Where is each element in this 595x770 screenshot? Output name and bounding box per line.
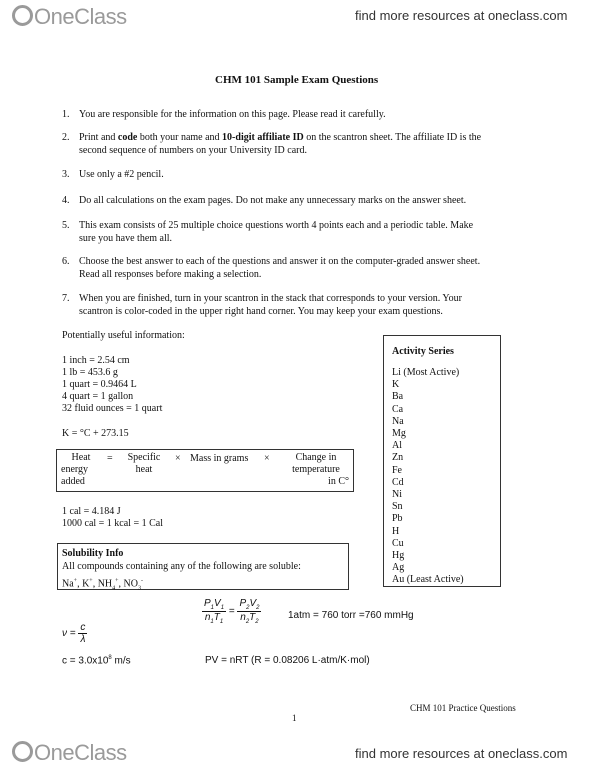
instruction-text-line2: second sequence of numbers on your University ID card. [79, 145, 307, 156]
activity-item: Cu [392, 537, 404, 549]
logo-text: OneClass [34, 740, 127, 765]
equals-sign: = [107, 453, 113, 464]
frequency-equation [62, 622, 87, 645]
conversion-line: 4 quart = 1 gallon [62, 391, 134, 402]
instruction-text-line2: Read all responses before making a selection. [79, 269, 262, 280]
delta-t-label: temperature [292, 464, 340, 475]
times-sign: × [175, 453, 181, 464]
activity-item: Ca [392, 403, 404, 415]
instruction-2 [62, 131, 582, 159]
kelvin-formula: K = °C + 273.15 [62, 428, 129, 439]
page-number: 1 [292, 713, 297, 723]
text-segment: on the scantron sheet. The affiliate ID is the [303, 132, 482, 143]
nu-lhs: ν = [62, 628, 76, 639]
heat-label: added [61, 476, 85, 487]
delta-t-label: Change in [295, 452, 337, 463]
activity-heading: Activity Series [392, 346, 454, 357]
footer-tagline[interactable]: find more resources at oneclass.com [355, 746, 568, 761]
instruction-number: 6. [62, 256, 70, 267]
instruction-text [79, 131, 481, 145]
text-segment: Print and [79, 132, 118, 143]
activity-list [392, 367, 464, 587]
heat-cell [61, 452, 101, 488]
instruction-text: Use only a #2 pencil. [79, 169, 164, 180]
instruction-number: 5. [62, 220, 70, 231]
instruction-1 [62, 108, 582, 122]
solubility-text: All compounds containing any of the following are soluble: [62, 561, 301, 572]
times-sign: × [264, 453, 270, 464]
delta-t-cell [283, 452, 349, 488]
c-exponent: 8 [108, 655, 112, 661]
activity-item: Ag [392, 562, 405, 574]
logo-ring-icon [12, 5, 33, 26]
instruction-text: When you are finished, turn in your scantron in the stack that corresponds to your version. Your [79, 293, 462, 304]
conversion-line: 1 lb = 453.6 g [62, 367, 118, 378]
delta-t-label: in C° [328, 476, 349, 487]
ideal-gas-combined: $\frac{P_1V_1}{n_1T_1}$ = $\frac{P_2V_2}{n_2T_2}$ [204, 598, 260, 625]
specific-heat-label: Specific [127, 452, 161, 463]
nu-denominator: λ [80, 634, 86, 645]
conversion-line: 32 fluid ounces = 1 quart [62, 403, 163, 414]
instruction-number: 2. [62, 132, 70, 143]
activity-item: Na [392, 415, 404, 427]
activity-item: Zn [392, 452, 404, 464]
page-title: CHM 101 Sample Exam Questions [215, 74, 379, 86]
calorie-kcal: 1000 cal = 1 kcal = 1 Cal [62, 518, 163, 529]
nu-fraction [78, 622, 87, 645]
instruction-7 [62, 292, 582, 320]
instruction-number: 3. [62, 169, 70, 180]
useful-info-heading: Potentially useful information: [62, 330, 185, 341]
fraction-left: $\frac{P_1V_1}{n_1T_1}$ [204, 598, 225, 625]
instruction-3 [62, 168, 582, 182]
oneclass-logo [12, 4, 127, 30]
activity-item: Li (Most Active) [392, 367, 460, 378]
fraction-right: $\frac{P_2V_2}{n_2T_2}$ [239, 598, 260, 625]
activity-item: Au (Least Active) [392, 574, 464, 586]
instruction-number: 1. [62, 109, 70, 120]
solubility-box [57, 543, 349, 590]
conversion-line: 1 inch = 2.54 cm [62, 355, 130, 366]
activity-item: Al [392, 440, 402, 452]
calorie-joule: 1 cal = 4.184 J [62, 506, 121, 517]
conversion-line: 1 quart = 0.9464 L [62, 379, 137, 390]
activity-item: Sn [392, 501, 403, 513]
logo-text: OneClass [34, 4, 127, 29]
instruction-text: Choose the best answer to each of the questions and answer it on the computer-graded answer sheet. [79, 256, 481, 267]
activity-item: Fe [392, 464, 402, 476]
ideal-gas-law: PV = nRT (R = 0.08206 L·atm/K·mol) [205, 655, 370, 666]
activity-item: Ba [392, 391, 404, 403]
heat-label: Heat [71, 452, 91, 463]
specific-heat-cell [119, 452, 169, 476]
activity-item: Hg [392, 550, 405, 562]
soluble-ions: Na+, K+, $NH_4^+$, $NO_3^-$ [62, 578, 143, 592]
instruction-text: Do all calculations on the exam pages. Do not make any unnecessary marks on the answer sheet. [79, 195, 467, 206]
instruction-number: 4. [62, 195, 70, 206]
instruction-4 [62, 194, 582, 208]
c-unit: m/s [111, 655, 131, 667]
instruction-text-line2: scantron is color-coded in the upper right hand corner. You may keep your exam questions. [79, 306, 443, 317]
speed-of-light [62, 655, 131, 666]
instruction-text: This exam consists of 25 multiple choice questions worth 4 points each and a periodic table. Make [79, 220, 474, 231]
footer-course: CHM 101 Practice Questions [410, 703, 516, 713]
heat-equation-table [56, 449, 354, 492]
activity-series-box [383, 335, 501, 587]
text-segment: both your name and [137, 132, 223, 143]
atm-conversion: 1atm = 760 torr =760 mmHg [288, 610, 414, 621]
instruction-text: You are responsible for the information on this page. Please read it carefully. [79, 109, 386, 120]
activity-item: Pb [392, 513, 403, 525]
instruction-6 [62, 255, 582, 283]
heat-label: energy [61, 464, 89, 475]
activity-item: H [392, 525, 400, 537]
solubility-heading: Solubility Info [62, 548, 124, 559]
instruction-5 [62, 219, 582, 247]
text-bold: 10-digit affiliate ID [222, 132, 304, 143]
activity-item: Ni [392, 489, 402, 501]
instruction-number: 7. [62, 293, 70, 304]
text-bold: code [117, 132, 138, 143]
nu-numerator: c [80, 622, 86, 633]
activity-item: K [392, 379, 400, 391]
activity-item: Mg [392, 428, 406, 440]
header-tagline[interactable]: find more resources at oneclass.com [355, 8, 568, 23]
logo-ring-icon [12, 741, 33, 762]
mass-cell: Mass in grams [190, 453, 249, 464]
instruction-text-line2: sure you have them all. [79, 233, 173, 244]
specific-heat-label: heat [135, 464, 153, 475]
oneclass-logo-footer [12, 740, 127, 766]
activity-item: Cd [392, 476, 404, 488]
c-value: c = 3.0x10 [62, 655, 109, 667]
